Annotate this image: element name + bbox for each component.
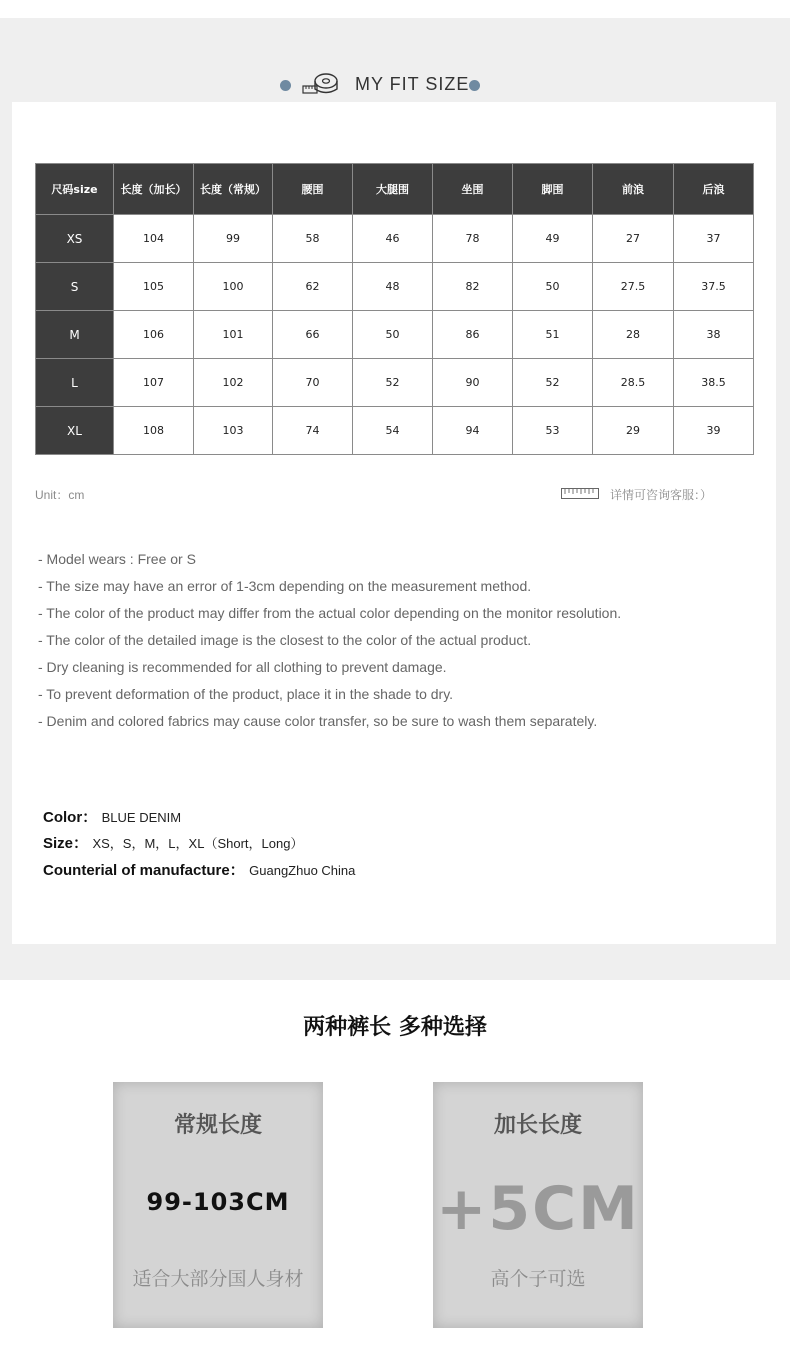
table-cell: 38.5: [674, 359, 754, 407]
origin-value: GuangZhuo China: [249, 863, 356, 878]
page-title: MY FIT SIZE: [355, 74, 470, 94]
column-header: 尺码size: [36, 164, 114, 215]
column-header: 后浪: [674, 164, 754, 215]
size-label: XS: [36, 215, 114, 263]
size-label-title: Size：: [43, 835, 89, 852]
long-length-card: [433, 1082, 643, 1328]
table-cell: 101: [194, 311, 273, 359]
option-value: 99-103CM: [146, 1188, 290, 1216]
table-cell: 104: [114, 215, 194, 263]
note-item: - The color of the detailed image is the closest to the color of the actual product.: [38, 632, 532, 648]
table-cell: 107: [114, 359, 194, 407]
care-notes: [38, 548, 621, 737]
note-item: - The size may have an error of 1-3cm depending on the measurement method.: [38, 578, 532, 594]
column-header: 坐围: [433, 164, 513, 215]
table-row: [36, 407, 754, 455]
table-cell: 48: [353, 263, 433, 311]
table-cell: 100: [194, 263, 273, 311]
size-label: M: [36, 311, 114, 359]
table-cell: 103: [194, 407, 273, 455]
option-desc: 适合大部分国人身材: [132, 1268, 304, 1290]
size-label: L: [36, 359, 114, 407]
table-cell: 90: [433, 359, 513, 407]
table-cell: 86: [433, 311, 513, 359]
option-value: +5CM: [436, 1174, 640, 1244]
length-section-title: 两种裤长 多种选择: [303, 1015, 487, 1040]
table-cell: 74: [273, 407, 353, 455]
table-cell: 37: [674, 215, 754, 263]
table-cell: 66: [273, 311, 353, 359]
note-item: - To prevent deformation of the product, place it in the shade to dry.: [38, 686, 454, 702]
table-cell: 28: [593, 311, 674, 359]
measuring-tape-icon: [302, 72, 340, 96]
table-cell: 37.5: [674, 263, 754, 311]
table-cell: 102: [194, 359, 273, 407]
column-header: 前浪: [593, 164, 674, 215]
table-cell: 62: [273, 263, 353, 311]
table-cell: 94: [433, 407, 513, 455]
table-cell: 27: [593, 215, 674, 263]
origin-label: Counterial of manufacture：: [43, 862, 245, 879]
size-label: XL: [36, 407, 114, 455]
table-cell: 78: [433, 215, 513, 263]
table-cell: 58: [273, 215, 353, 263]
note-item: - The color of the product may differ from the actual color depending on the monitor resolution.: [38, 605, 622, 621]
table-cell: 27.5: [593, 263, 674, 311]
note-item: - Dry cleaning is recommended for all clothing to prevent damage.: [38, 659, 447, 675]
ruler-icon: [561, 488, 599, 499]
note-item: - Model wears : Free or S: [38, 551, 196, 567]
size-table: [35, 163, 754, 455]
section-header: [0, 70, 790, 100]
table-cell: 70: [273, 359, 353, 407]
color-info: [43, 806, 181, 827]
table-cell: 52: [353, 359, 433, 407]
table-cell: 38: [674, 311, 754, 359]
table-cell: 29: [593, 407, 674, 455]
table-cell: 39: [674, 407, 754, 455]
table-cell: 53: [513, 407, 593, 455]
regular-length-card: [113, 1082, 323, 1328]
table-cell: 106: [114, 311, 194, 359]
size-value: XS，S，M，L，XL（Short，Long）: [92, 836, 304, 851]
table-cell: 50: [353, 311, 433, 359]
table-cell: 28.5: [593, 359, 674, 407]
column-header: 大腿围: [353, 164, 433, 215]
table-cell: 50: [513, 263, 593, 311]
color-label: Color：: [43, 809, 98, 826]
column-header: 长度（常规）: [194, 164, 273, 215]
right-dot-icon: [469, 80, 480, 91]
contact-note: 详情可咨询客服：）: [610, 488, 713, 502]
option-desc: 高个子可选: [490, 1268, 586, 1290]
column-header: 腰围: [273, 164, 353, 215]
size-label: S: [36, 263, 114, 311]
table-cell: 51: [513, 311, 593, 359]
table-row: [36, 263, 754, 311]
table-header-row: [36, 164, 754, 215]
table-row: [36, 311, 754, 359]
color-value: BLUE DENIM: [101, 810, 182, 825]
table-row: [36, 359, 754, 407]
column-header: 长度（加长）: [114, 164, 194, 215]
note-item: - Denim and colored fabrics may cause color transfer, so be sure to wash them separately.: [38, 713, 598, 729]
unit-label: Unit：cm: [35, 488, 85, 502]
table-cell: 105: [114, 263, 194, 311]
option-title: 加长长度: [493, 1113, 582, 1138]
option-title: 常规长度: [173, 1113, 262, 1138]
column-header: 脚围: [513, 164, 593, 215]
table-cell: 52: [513, 359, 593, 407]
table-cell: 108: [114, 407, 194, 455]
table-cell: 46: [353, 215, 433, 263]
table-cell: 99: [194, 215, 273, 263]
table-cell: 49: [513, 215, 593, 263]
size-info: [43, 832, 303, 853]
table-cell: 54: [353, 407, 433, 455]
left-dot-icon: [280, 80, 291, 91]
table-cell: 82: [433, 263, 513, 311]
table-row: [36, 215, 754, 263]
origin-info: [43, 859, 355, 880]
